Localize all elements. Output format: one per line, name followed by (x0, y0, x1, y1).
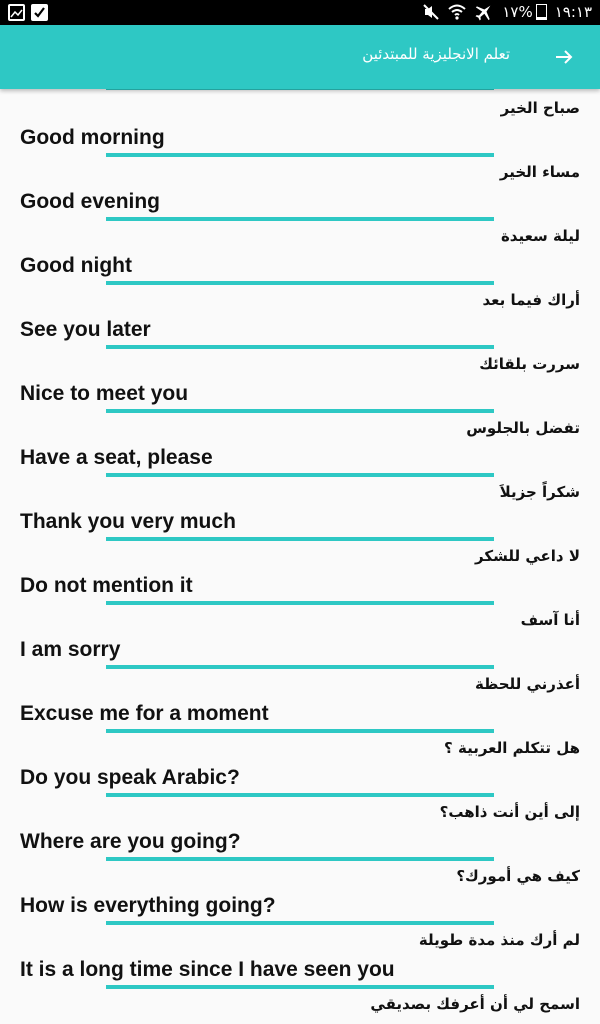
checkbox-icon (31, 4, 48, 21)
english-phrase: See you later (20, 318, 151, 341)
arabic-phrase: أراك فيما بعد (482, 291, 580, 309)
phrase-row[interactable] (0, 99, 600, 163)
arabic-phrase: صباح الخير (500, 99, 580, 117)
phrase-underline (106, 537, 494, 541)
wifi-icon (448, 3, 466, 21)
arabic-phrase: إلى أين أنت ذاهب؟ (439, 803, 580, 821)
arabic-phrase: مساء الخير (499, 163, 580, 181)
phrase-row[interactable] (0, 547, 600, 611)
phrase-underline (106, 345, 494, 349)
phrase-row[interactable] (0, 291, 600, 355)
battery-icon (502, 3, 546, 21)
phrase-row[interactable] (0, 931, 600, 995)
english-phrase: I am sorry (20, 638, 121, 661)
phrase-underline (106, 601, 494, 605)
phrase-row[interactable] (0, 675, 600, 739)
arabic-phrase: ليلة سعيدة (500, 227, 580, 245)
partial-underline (106, 89, 494, 90)
phrase-underline (106, 921, 494, 925)
mute-icon (422, 3, 440, 21)
phrase-underline (106, 857, 494, 861)
phrase-underline (106, 281, 494, 285)
phrase-row[interactable] (0, 227, 600, 291)
phrase-row[interactable] (0, 483, 600, 547)
phrase-underline (106, 985, 494, 989)
arabic-phrase: شكراً جزيلاَ (499, 483, 580, 501)
arabic-phrase: اسمح لي أن أعرفك بصديقي (370, 995, 580, 1013)
status-bar (0, 0, 600, 25)
english-phrase: Nice to meet you (20, 382, 189, 405)
english-phrase: Good morning (20, 126, 165, 149)
phrase-row[interactable] (0, 163, 600, 227)
phrase-row[interactable] (0, 803, 600, 867)
english-phrase: Do not mention it (20, 574, 193, 597)
phrase-row[interactable] (0, 867, 600, 931)
phrase-underline (106, 409, 494, 413)
phrase-underline (106, 665, 494, 669)
english-phrase: Good evening (20, 190, 161, 213)
phrase-row[interactable] (0, 355, 600, 419)
english-phrase: Have a seat, please (20, 446, 213, 469)
english-phrase: Excuse me for a moment (20, 702, 269, 725)
english-phrase: Thank you very much (20, 510, 236, 533)
phrase-underline (106, 729, 494, 733)
app-bar (0, 25, 600, 89)
english-phrase: Good night (20, 254, 132, 277)
airplane-icon (474, 2, 494, 22)
phrase-row[interactable] (0, 995, 600, 1024)
phrase-underline (106, 793, 494, 797)
arabic-phrase: لا داعي للشكر (475, 547, 580, 565)
arabic-phrase: أنا آسف (520, 611, 580, 629)
clock: ١٩:١٣ (554, 3, 592, 21)
gallery-icon (8, 4, 25, 21)
phrase-list[interactable] (0, 89, 600, 1024)
english-phrase: It is a long time since I have seen you (20, 958, 395, 981)
arabic-phrase: أعذرني للحظة (475, 675, 580, 693)
english-phrase: Where are you going? (20, 830, 241, 853)
phrase-underline (106, 217, 494, 221)
phrase-row[interactable] (0, 419, 600, 483)
arabic-phrase: تفضل بالجلوس (466, 419, 580, 437)
phrase-row[interactable] (0, 739, 600, 803)
status-left-icons (8, 4, 48, 21)
arabic-phrase: لم أرك منذ مدة طويلة (418, 931, 580, 949)
arabic-phrase: هل تتكلم العربية ؟ (444, 739, 580, 757)
app-title: تعلم الانجليزية للمبتدئين (362, 45, 510, 63)
english-phrase: Do you speak Arabic? (20, 766, 240, 789)
english-phrase: How is everything going? (20, 894, 276, 917)
battery-percent: ١٧% (502, 3, 533, 21)
back-arrow-icon[interactable] (552, 45, 576, 69)
arabic-phrase: كيف هي أمورك؟ (456, 867, 580, 885)
status-right-icons (422, 2, 592, 22)
phrase-underline (106, 473, 494, 477)
phrase-row[interactable] (0, 611, 600, 675)
phrase-underline (106, 153, 494, 157)
arabic-phrase: سررت بلقائك (479, 355, 580, 373)
